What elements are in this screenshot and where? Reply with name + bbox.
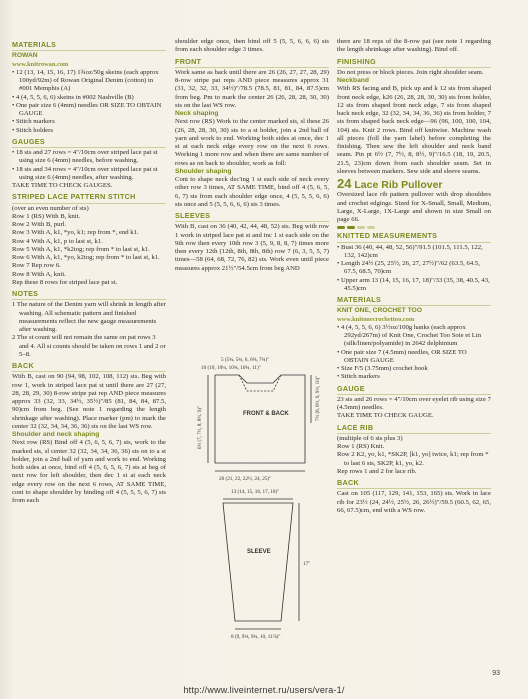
skill-dot (357, 226, 365, 229)
measurement-item: • Length 24½ (25, 25½, 26, 27, 27½)"/62 (63.5, 64.5, 67.5, 68.5, 70)cm (337, 260, 480, 276)
sleeves-text: With B, cast on 36 (40, 42, 44, 48, 52) sts. Beg with row 1 work in striped lace pat st and inc 1 st each side on the 9th row then every 10th row 3 (5, 9, 8, 8, 7) times more then every 12th (12th, 8th, 8th, 8th) row 7 (6, 3, 5, 5, 7) times—58 (64, 68, 72, 76, 82) sts. Work even until piece measures approx 21½"/54.5cm from beg AND (175, 223, 329, 272)
back-text: With B, cast on 90 (94, 98, 102, 108, 112) sts. Beg with row 1, work in striped lace pat st until there are 27 (27, 28, 28, 29, 30) 8-row stripe pat rep AND piece measures approx 33 (32, 33, 34½, 35½)"/85 (81, 84, 84, 87.5, 90)cm from beg. (See note 1 regarding the length shrinkage after washing). Place marker (pm) to mark the center 32 (32, 34, 34, 36, 36) sts on the last WS row. (12, 373, 166, 430)
project-number: 24 (337, 176, 352, 191)
gauge-note: TAKE TIME TO CHECK GAUGES. (12, 182, 113, 189)
diagram-left-label: 6½ (7, 7½, 8, 8½, 9)" (198, 406, 203, 449)
materials-item: • Stitch markers (12, 118, 55, 126)
neck-shaping-heading: Neck shaping (175, 110, 219, 117)
shoulder-shaping-text: Cont to shape neck dec'ing 1 st each side of neck every other row 3 times, AT SAME TIME, bind off 4 (5, 6, 5, 6, 7) sts from each shoulder edge once, 4 (5, 5, 5, 6, 6) sts once and 5 (5, 5, 6, 6, 6) sts 3 times. (175, 176, 329, 208)
continued-text: shoulder edge once, then bind off 5 (5, 5, 6, 6, 6) sts from each shoulder edge 3 times. (175, 38, 329, 54)
pattern-row: Row 6 With A, k1, *yo, k2tog; rep from * to last st, k1. (12, 254, 160, 261)
materials-item: • One pair size 7 (4.5mm) needles, OR SIZE TO OBTAIN GAUGE (337, 348, 467, 364)
measurement-item: • Upper arm 13 (14, 15, 16, 17, 18)"/33 (35, 38, 40.5, 43, 45.5)cm (337, 276, 490, 292)
front-text: Work same as back until there are 26 (26, 27, 27, 28, 29) 8-row stripe pat reps AND piece measures approx 31 (31, 32, 32, 33, 34½)"/78.5 (78.5, 81, 81, 84, 87.5)cm from beg. Pm to mark the center 26 (26, 28, 28, 30, 30) sts on the last WS row. (175, 68, 329, 109)
front-back-label: FRONT & BACK (243, 411, 289, 417)
pattern-row: Row 8 With A, knit. (12, 270, 66, 278)
striped-pattern-heading: STRIPED LACE PATTERN STITCH (12, 193, 166, 203)
gauges-heading: GAUGES (12, 138, 166, 148)
pattern-row: Row 7 Rep row 6. (12, 262, 61, 270)
sleeve-side-label: 17" (303, 561, 311, 567)
diagram-side-label: 10 (10, 10¼, 10¾, 10¾, 11)" (201, 365, 261, 371)
back-text: Cast on 105 (117, 129, 141, 153, 165) sts. Work in lace rib for 23½ (24, 24½, 25½, 26, 26½)"/59.5 (60.5, 62, 65, 66, 67.5)cm, end with a WS row. (337, 490, 491, 514)
finishing-text: Do not press or block pieces. Join right shoulder seam. (337, 68, 484, 76)
footer-url[interactable]: http://www.liveinternet.ru/users/vera-1/ (183, 685, 345, 695)
diagram-right-label: 7½ (8, 8½, 9, 9½, 10)" (316, 375, 321, 421)
neckband-heading: Neckband (337, 77, 369, 84)
notes-heading: NOTES (12, 290, 166, 300)
materials-item: • One pair size 6 (4mm) needles OR SIZE TO OBTAIN GAUGE (12, 101, 162, 117)
sleeve-bottom-label: 8 (9, 9⅛, 9¾, 10, 11⅞)" (231, 634, 281, 640)
brand-name: KNIT ONE, CROCHET TOO (337, 307, 422, 315)
gauge-item: • 18 sts and 34 rows = 4"/10cm over striped lace pat st using size 6 (4mm) needles, after washing. (12, 165, 158, 181)
continued-text: there are 18 reps of the 8-row pat (see note 1 regarding the length shrinkage after washing). Bind off. (337, 38, 491, 54)
pattern-row: Row 1 (RS) With B, knit. (12, 212, 81, 220)
diagram-top-label: 5 (5¾, 5¾, 6, 6⅝, 7¾)" (221, 357, 270, 363)
note-item: 1 The nature of the Denim yarn will shrink in length after washing. All schematic pattern and finished measurements reflect the new gauge measurements after washing. (12, 301, 166, 333)
brand-url[interactable]: www.knitonecrochettoo.com (337, 315, 415, 323)
schematic-diagram (193, 353, 333, 673)
pattern-row: Row 1 (RS) Knit. (337, 443, 385, 450)
materials-heading: MATERIALS (337, 296, 491, 306)
shoulder-shaping-heading: Shoulder shaping (175, 167, 232, 175)
gauge-note: TAKE TIME TO CHECK GAUGE. (337, 412, 434, 420)
lace-rib-sub: (multiple of 6 sts plus 3) (337, 434, 403, 442)
sleeve-top-label: 13 (14, 15, 16, 17, 18)" (231, 489, 280, 495)
project-description: Oversized lace rib pattern pullover with drop shoulders and crochet edgings. Sized for X-Small, Small, Medium, Large, X-Large, 1X-Large and shown in size Small on page 66. (337, 191, 491, 223)
materials-item: • 12 (13, 14, 15, 16, 17) 1¾oz/50g skeins (each approx 100yd/92m) of Rowan Original Denim (cotton) in #001 Memphis (A) (12, 68, 159, 93)
page-number: 93 (492, 670, 500, 677)
skill-dot (367, 226, 375, 229)
pattern-row: Row 2 K2, yo, k1, *SK2P, [k1, yo] twice, k1; rep from * to last 6 sts, SK2P, k1, yo, k2. (337, 451, 489, 467)
sleeves-heading: SLEEVES (175, 212, 329, 222)
finishing-heading: FINISHING (337, 58, 491, 68)
skill-dot (337, 226, 345, 229)
column-1 (12, 38, 166, 505)
gauge-text: 23 sts and 26 rows = 4"/10cm over eyelet rib using size 7 (4.5mm) needles. (337, 395, 491, 411)
neckband-text: With RS facing and B, pick up and k 12 sts from shaped front neck edge, k26 (26, 28, 28, 30, 30) sts from holder, 12 sts from shaped front neck edge, 7 sts from shaped back neck edge, 32 (32, 34, 34, 36, 36) sts from holder, 7 sts from shaped back neck edge—96 (96, 100, 100, 104, 104) sts. Knit 2 rows. Bind off knitwise. Machine wash all pieces (foll the yarn label) before completing the finishing. Then sew the left shoulder and neck band seam. Pin pt 6½ (7, 7½, 8, 8½, 9)"/16.5 (18, 19, 20.5, 21.5, 23)cm down from each shoulder seam. Set in sleeves between markers. Sew side and sleeve seams. (337, 85, 491, 175)
sleeve-label: SLEEVE (247, 549, 271, 555)
project-title (337, 176, 491, 191)
pattern-row: Row 3 With A, k1, *yo, k1; rep from *, end k1. (12, 229, 139, 237)
pattern-row: Rep these 8 rows for striped lace pat st. (12, 278, 118, 286)
skill-level-indicator (337, 226, 491, 229)
neck-shaping-text: Next row (RS) Work to the center marked sts, sl these 26 (26, 28, 28, 30, 30) sts to a st holder, join a 2nd ball of yarn and work to end. Working both sides at once, dec 1 st at each neck edge every row on the next 6 rows. Working 1 more row and when there are same number of rows as on back to shoulder, work as foll: (175, 118, 329, 167)
gauge-heading: GAUGE (337, 385, 491, 395)
brand-name: ROWAN (12, 52, 38, 60)
measurements-heading: KNITTED MEASUREMENTS (337, 232, 491, 242)
materials-heading: MATERIALS (12, 41, 166, 51)
project-name: Lace Rib Pullover (354, 179, 443, 191)
back-heading: BACK (12, 362, 166, 372)
materials-item: • Stitch markers (337, 373, 380, 381)
lace-rib-heading: LACE RIB (337, 424, 491, 434)
brand-url[interactable]: www.knitrowan.com (12, 60, 69, 68)
pattern-row: Row 2 With B, purl. (12, 221, 67, 228)
materials-item: • 4 (4, 5, 5, 6, 6) 3½oz/100g hanks (each approx 292yd/267m) of Knit One, Crochet Too Soie et Lin (silk/linen/polyamide) in 2642 delphinium (337, 323, 482, 348)
pattern-row: Row 4 With A, k1, p to last st, k1. (12, 237, 103, 245)
note-item: 2 The st count will not remain the same on pat rows 3 and 4. All st counts should be taken on rows 1 and 2 or 5–8. (12, 334, 166, 358)
column-3 (337, 38, 491, 515)
back-heading: BACK (337, 479, 491, 489)
front-heading: FRONT (175, 58, 329, 68)
materials-item: • Stitch holders (12, 126, 53, 134)
column-2 (175, 38, 329, 273)
materials-item: • 4 (4, 5, 5, 6, 6) skeins in #002 Nashville (B) (12, 93, 134, 101)
shoulder-neck-text: Next row (RS) Bind off 4 (5, 6, 5, 6, 7) sts, work to the marked sts, sl center 32 (32, 34, 34, 36, 36) sts on to a st holder, join a 2nd ball of yarn and work to end. Working both sides at once, bind off 4 (5, 6, 5, 6, 7) sts at beg of next row for left shoulder, then dec 1 st at each neck edge every row on the next 6 rows, AT SAME TIME, cont to shape shoulder by binding off 4 (5, 5, 5, 6, 7) sts from each (12, 439, 166, 504)
pattern-row: Row 5 With A, k1, *k2tog; rep from * to last st, k1. (12, 245, 150, 253)
skill-dot (347, 226, 355, 229)
measurement-item: • Bust 36 (40, 44, 48, 52, 56)"/91.5 (101.5, 111.5, 122, 132, 142)cm (337, 243, 483, 259)
striped-pattern-sub: (over an even number of sts) (12, 204, 89, 212)
diagram-bottom-label: 20 (21, 22, 22½, 24, 25)" (219, 476, 272, 482)
shoulder-neck-heading: Shoulder and neck shaping (12, 431, 100, 438)
materials-item: • Size F/5 (3.75mm) crochet hook (337, 365, 428, 372)
pattern-row: Rep rows 1 and 2 for lace rib. (337, 467, 417, 475)
gauge-item: • 18 sts and 27 rows = 4"/10cm over striped lace pat st using size 6 (4mm) needles, before washing. (12, 149, 158, 165)
